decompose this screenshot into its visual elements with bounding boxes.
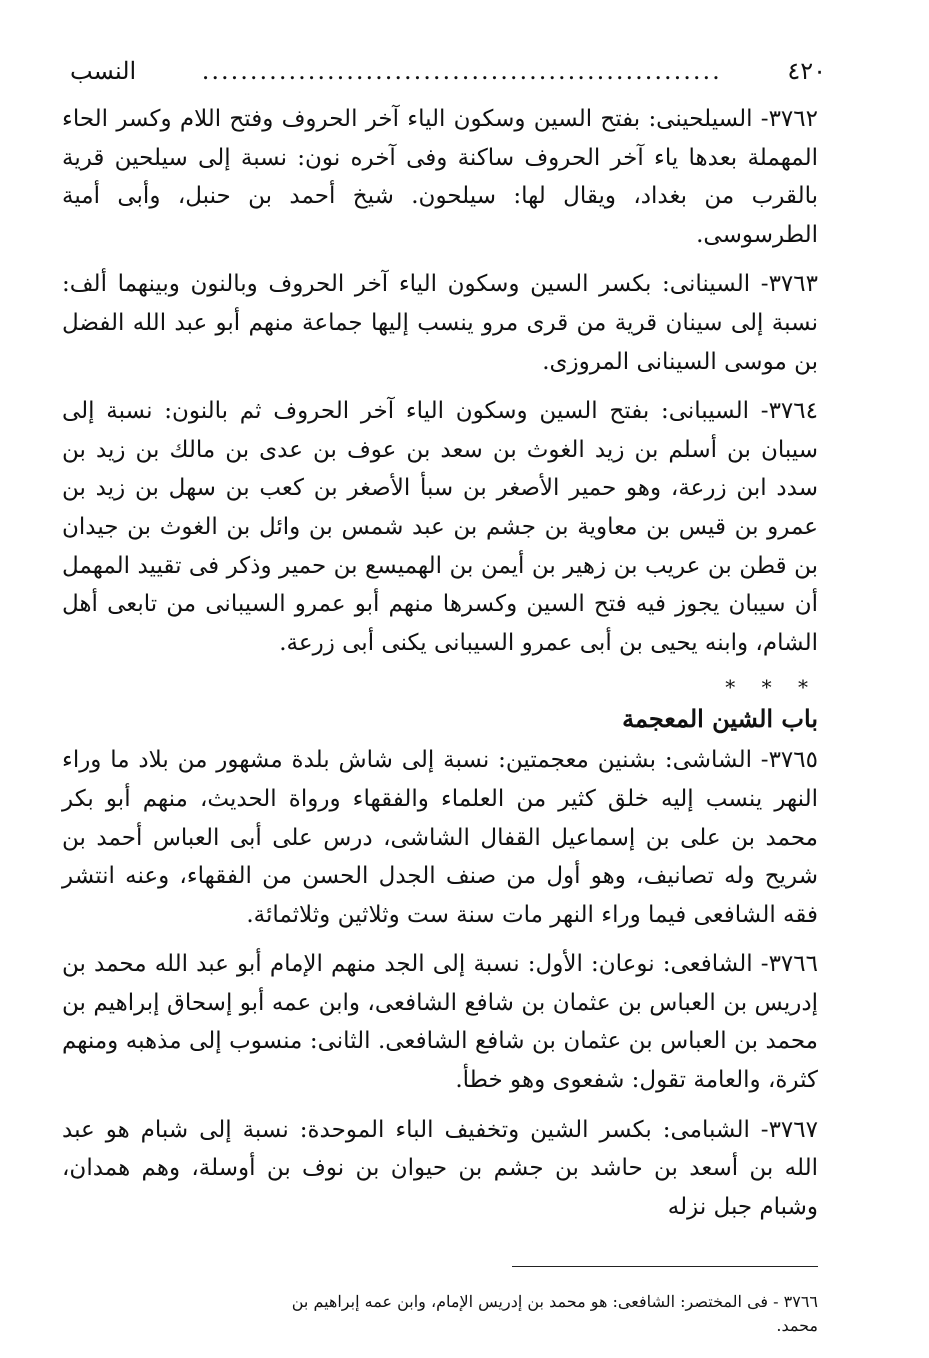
main-text [62, 100, 818, 1237]
header-dot-leader: ...................................................... [201, 57, 722, 85]
running-title: النسب [70, 57, 137, 85]
entry-3767: ٣٧٦٧- الشبامى: بكسر الشين وتخفيف الباء الموحدة: نسبة إلى شبام هو عبد الله بن أسعد بن حاشد بن جشم بن حيوان بن نوف بن أوسلة، وهم همدان، وشبام جبل نزله [62, 1116, 818, 1220]
entry-3765: ٣٧٦٥- الشاشى: بشنين معجمتين: نسبة إلى شاش بلدة مشهور من بلاد ما وراء النهر ينسب إليه خلق كثير من العلماء والفقهاء ورواة الحديث، منهم أبو بكر محمد بن على بن إسماعيل القفال الشاشى، درس على أبى العباس أحمد بن شريح وله تصانيف، وهو أول من صنف الجدل الحسن من الفقهاء، وعنه انتشر فقه الشافعى فيما وراء النهر مات سنة ست وثلاثين وثلاثمائة. [62, 747, 818, 928]
entry-3762: ٣٧٦٢- السيلحينى: بفتح السين وسكون الياء آخر الحروف وفتح اللام وكسر الحاء المهملة بعدها ياء آخر الحروف ساكنة وفى آخره نون: نسبة إلى سيلحين قرية بالقرب من بغداد، ويقال لها: سيلحون. شيخ أحمد بن حنبل، وأبى أمية الطرسوسى. [62, 106, 818, 248]
page-number: ٤٢٠ [787, 57, 826, 85]
footnote: ٣٧٦٦ - فى المختصر: الشافعى: هو محمد بن إدريس الإمام، وابن عمه إبراهيم بن محمد. [291, 1292, 818, 1335]
entry-3764: ٣٧٦٤- السيبانى: بفتح السين وسكون الياء آخر الحروف ثم بالنون: نسبة إلى سيبان بن أسلم بن زيد الغوث بن سعد بن عوف بن عدى بن مالك بن زيد بن سدد ابن زرعة، وهو حمير الأصغر بن سبأ الأصغر بن كعب بن سهل بن زيد بن عمرو بن قيس بن معاوية بن جشم بن عبد شمس بن وائل بن الغوث بن جيدان بن قطن بن عريب بن زهير بن أيمن بن الهميسع بن حمير وذكر فى تقييد المهمل أن سيبان يجوز فيه فتح السين وكسرها منهم أبو عمرو السيبانى من تابعى أهل الشام، وابنه يحيى بن أبى عمرو السيبانى يكنى أبى زرعة. [62, 398, 818, 656]
running-header [70, 56, 826, 86]
entry-3763: ٣٧٦٣- السينانى: بكسر السين وسكون الياء آخر الحروف وبالنون وبينهما ألف: نسبة إلى سينان قرية من قرى مرو ينسب إليها جماعة منهم أبو عبد الله الفضل بن موسى السينانى المروزى. [62, 271, 818, 375]
entry-3766: ٣٧٦٦- الشافعى: نوعان: الأول: نسبة إلى الجد منهم الإمام أبو عبد الله محمد بن إدريس بن العباس بن عثمان بن شافع الشافعى، وابن عمه أبو إسحاق إبراهيم بن محمد بن العباس بن عثمان بن شافع الشافعى. الثانى: منسوب إلى مذهبه ومنهم كثرة، والعامة تقول: شفعوى وهو خطأ. [62, 951, 818, 1094]
footnote-divider [512, 1266, 818, 1267]
chapter-title: باب الشين المعجمة [622, 704, 818, 734]
section-separator: * * * [725, 675, 818, 700]
